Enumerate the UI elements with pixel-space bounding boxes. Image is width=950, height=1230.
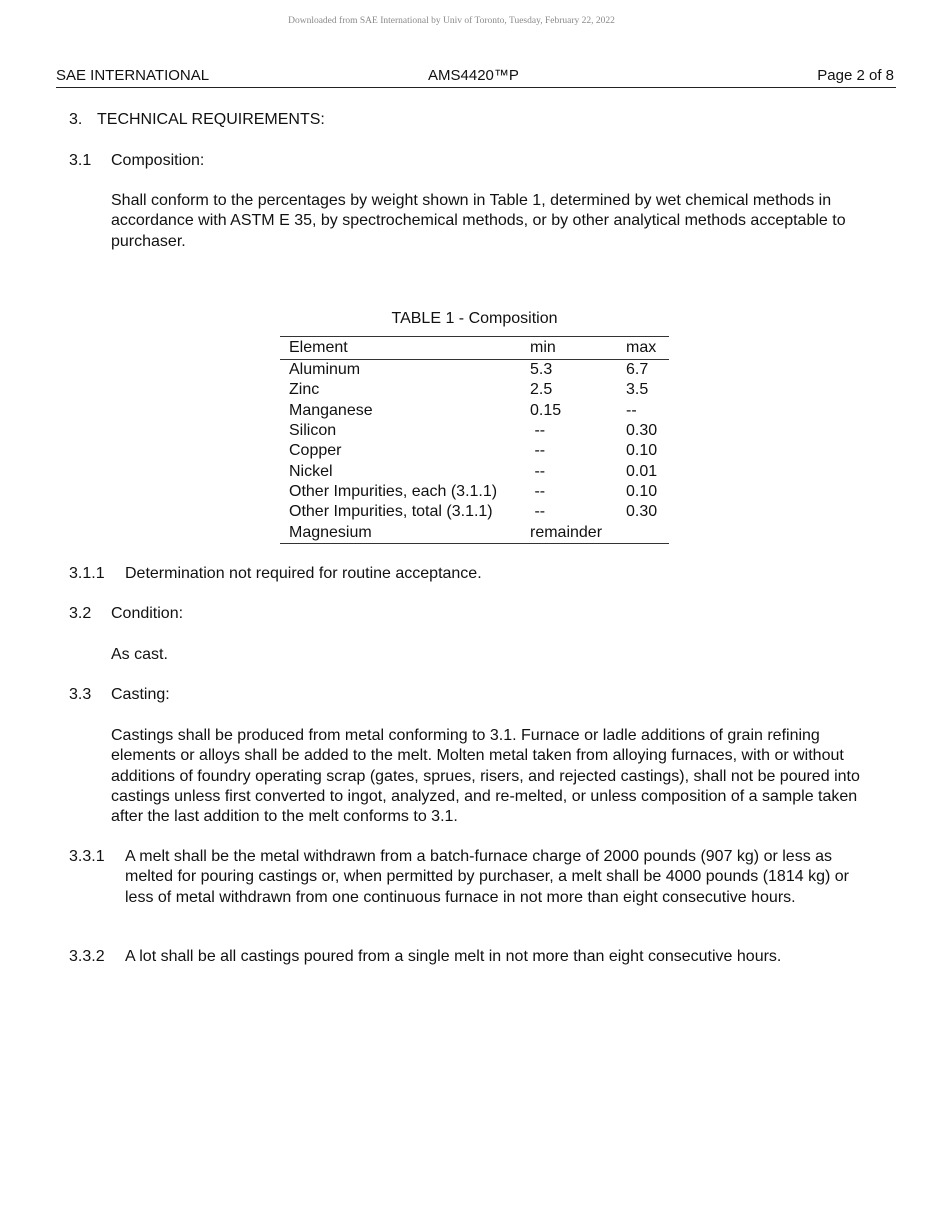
header-max: max [626,339,657,356]
min-cell: 5.3 [530,361,553,379]
max-cell: 3.5 [626,381,649,399]
table-row [280,380,669,400]
table-row [280,441,669,461]
header-page-number: Page 2 of 8 [817,67,894,84]
page-header [56,67,896,88]
section-3-3-title: Casting: [111,686,170,703]
header-doc-id: AMS4420™P [428,67,519,84]
section-3-title: TECHNICAL REQUIREMENTS: [97,111,325,128]
element-cell: Zinc [289,381,320,399]
min-cell: 2.5 [530,381,553,399]
section-3-number: 3. [69,111,83,128]
element-cell: Manganese [289,401,373,419]
section-3-3-number: 3.3 [69,686,92,703]
composition-table [280,336,669,544]
section-3-3-2-number: 3.3.2 [69,948,105,965]
section-3-2-number: 3.2 [69,605,92,622]
max-cell: 0.01 [626,462,658,480]
element-cell: Other Impurities, each (3.1.1) [289,482,498,500]
section-3-1-1-text: Determination not required for routine acceptance. [125,565,482,582]
header-min: min [530,339,556,356]
table-row [280,502,669,522]
table-row [280,522,669,543]
min-cell: -- [530,503,546,521]
element-cell: Copper [289,442,342,460]
header-element: Element [289,339,348,356]
section-3-2-title: Condition: [111,605,184,622]
table-row [280,421,669,441]
section-3-3-1-text: A melt shall be the metal withdrawn from a batch-furnace charge of 2000 pounds (907 kg) or less as melted for pouring castings or, when permitted by purchaser, a melt shall be 4000 pounds (1814 kg) or less of metal withdrawn from one continuous furnace in not more than eight consecutive hours. [125,848,849,906]
element-cell: Aluminum [289,361,361,379]
element-cell: Other Impurities, total (3.1.1) [289,503,493,521]
max-cell [626,522,669,543]
section-3-1-number: 3.1 [69,152,92,169]
section-3-1-1-number: 3.1.1 [69,565,105,582]
table-1-title: TABLE 1 - Composition [391,310,558,327]
section-3-3-1-number: 3.3.1 [69,848,105,865]
section-3-3-body: Castings shall be produced from metal conforming to 3.1. Furnace or ladle additions of grain refining elements or alloys shall be added to the melt. Molten metal taken from alloying furnaces, with or without additions of foundry operating scrap (gates, sprues, risers, and rejected castings), shall not be poured into castings unless first converted to ingot, analyzed, and re-melted, or unless composition of a sample taken after the last addition to the melt conforms to 3.1. [111,727,860,826]
section-3-3-2-text: A lot shall be all castings poured from a single melt in not more than eight consecutive hours. [125,948,782,965]
max-cell: -- [626,401,637,419]
min-cell: 0.15 [530,401,562,419]
min-cell: remainder [530,523,603,541]
header-org: SAE INTERNATIONAL [56,67,210,84]
download-watermark: Downloaded from SAE International by Univ of Toronto, Tuesday, February 22, 2022 [288,16,615,26]
min-cell: -- [530,462,546,480]
table-row [280,482,669,502]
max-cell: 0.30 [626,422,658,440]
table-row [280,360,669,381]
section-3-1-title: Composition: [111,152,205,169]
table-row [280,461,669,481]
max-cell: 0.30 [626,503,658,521]
table-row [280,401,669,421]
table-header-row [280,337,669,360]
section-3-2-body: As cast. [111,646,168,663]
min-cell: -- [530,482,546,500]
min-cell: -- [530,442,546,460]
min-cell: -- [530,422,546,440]
max-cell: 0.10 [626,442,658,460]
element-cell: Magnesium [289,523,372,541]
section-3-1-body: Shall conform to the percentages by weight shown in Table 1, determined by wet chemical methods in accordance with ASTM E 35, by spectrochemical methods, or by other analytical methods acceptable to purchaser. [111,192,846,250]
max-cell: 0.10 [626,482,658,500]
max-cell: 6.7 [626,361,649,379]
element-cell: Silicon [289,422,337,440]
element-cell: Nickel [289,462,333,480]
